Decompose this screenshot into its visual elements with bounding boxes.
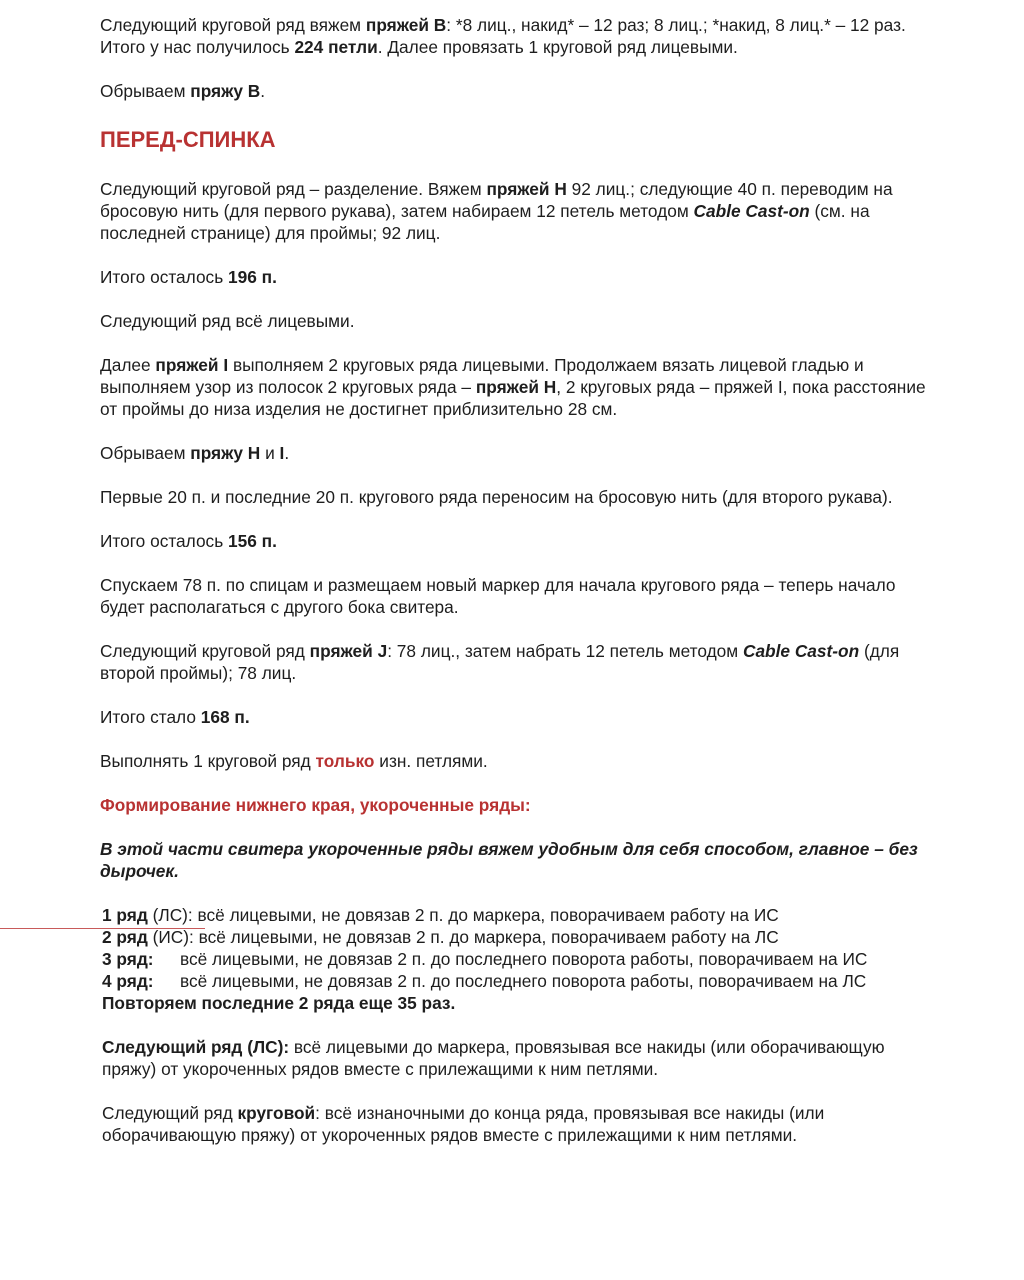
paragraph-next-row-knit: Следующий ряд всё лицевыми. [100, 311, 355, 331]
list-item: 1 ряд (ЛС): всё лицевыми, не довязав 2 п. до маркера, поворачиваем работу на ИС [102, 905, 779, 925]
paragraph-division-round: Следующий круговой ряд – разделение. Вяжем пряжей H 92 лиц.; следующие 40 п. переводим на бросовую нить (для первого рукава), затем набираем 12 петель методом Cable Cast-on (см. на последней странице) для проймы; 92 лиц. [100, 179, 893, 243]
subheading-short-rows: Формирование нижнего края, укороченные ряды: [100, 795, 531, 815]
paragraph-total-168: Итого стало 168 п. [100, 707, 250, 727]
paragraph-total-196: Итого осталось 196 п. [100, 267, 277, 287]
paragraph-cut-yarn-h-i: Обрываем пряжу H и I. [100, 443, 290, 463]
paragraph-cut-yarn-b: Обрываем пряжу B. [100, 81, 266, 101]
list-item: 4 ряд: всё лицевыми, не довязав 2 п. до последнего поворота работы, поворачиваем на ЛС [102, 971, 867, 991]
note-short-rows: В этой части свитера укороченные ряды вяжем удобным для себя способом, главное – без дырочек. [100, 839, 918, 881]
paragraph-next-row-rs: Следующий ряд (ЛС): всё лицевыми до маркера, провязывая все накиды (или оборачивающую пряжу) от укороченных рядов вместе с прилежащими к ним петлями. [102, 1037, 885, 1079]
short-rows-list [102, 904, 930, 1146]
repeat-instruction: Повторяем последние 2 ряда еще 35 раз. [102, 993, 456, 1013]
paragraph-stripes: Далее пряжей I выполняем 2 круговых ряда лицевыми. Продолжаем вязать лицевой гладью и выполняем узор из полосок 2 круговых ряда – пряжей H, 2 круговых ряда – пряжей I, пока расстояние от проймы до низа изделия не достигнет приблизительно 28 см. [100, 355, 926, 419]
paragraph-yarn-b-round: Следующий круговой ряд вяжем пряжей B: *8 лиц., накид* – 12 раз; 8 лиц.; *накид, 8 лиц.* – 12 раз. Итого у нас получилось 224 петли. Далее провязать 1 круговой ряд лицевыми. [100, 15, 906, 57]
paragraph-new-marker: Спускаем 78 п. по спицам и размещаем новый маркер для начала кругового ряда – теперь начало будет располагаться с другого бока свитера. [100, 575, 896, 617]
paragraph-next-row-round-purl: Следующий ряд круговой: всё изнаночными до конца ряда, провязывая все накиды (или оборачивающую пряжу) от укороченных рядов вместе с прилежащими к ним петлями. [102, 1103, 825, 1145]
list-item: 2 ряд (ИС): всё лицевыми, не довязав 2 п. до маркера, поворачиваем работу на ЛС [102, 927, 779, 947]
paragraph-purl-round: Выполнять 1 круговой ряд только изн. петлями. [100, 751, 488, 771]
list-item: 3 ряд: всё лицевыми, не довязав 2 п. до последнего поворота работы, поворачиваем на ИС [102, 949, 868, 969]
paragraph-total-156: Итого осталось 156 п. [100, 531, 277, 551]
section-title: ПЕРЕД-СПИНКА [100, 127, 276, 152]
document-page [100, 14, 930, 1168]
paragraph-second-sleeve: Первые 20 п. и последние 20 п. кругового ряда переносим на бросовую нить (для второго рукава). [100, 487, 893, 507]
paragraph-yarn-j-round: Следующий круговой ряд пряжей J: 78 лиц., затем набрать 12 петель методом Cable Cast-on (для второй проймы); 78 лиц. [100, 641, 900, 683]
